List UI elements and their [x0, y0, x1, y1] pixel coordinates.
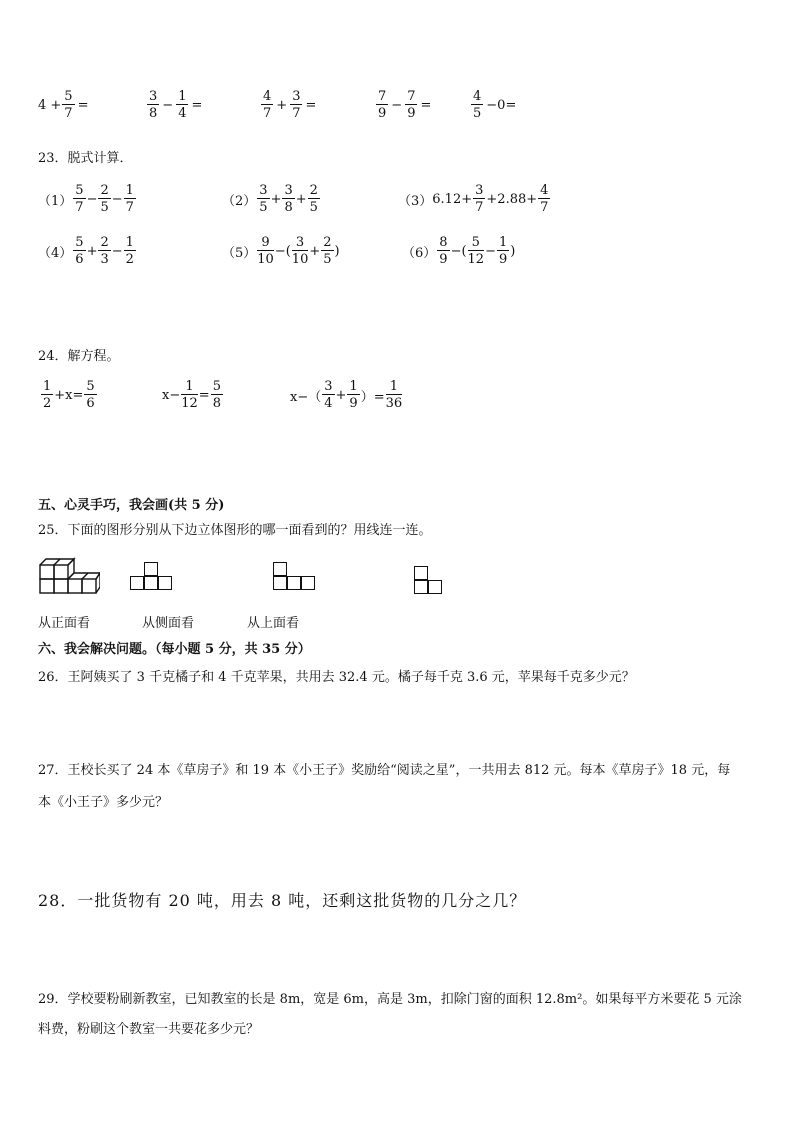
calc-4-7-plus-3-7: $\frac{4}{7}$ + $\frac{3}{7}$ = — [263, 89, 317, 121]
view-front-figure — [130, 562, 174, 596]
calc-3-8-minus-1-4: $\frac{3}{8}$ − $\frac{1}{4}$ = — [149, 89, 203, 121]
q24-equation-2: x− $\frac{1}{12}$ = $\frac{5}{8}$ — [162, 379, 221, 411]
q29-text-line2: 料费，粉刷这个教室一共要花多少元？ — [38, 1022, 260, 1037]
label-from-top: 从上面看 — [247, 616, 300, 631]
solid-figure — [38, 555, 100, 597]
fraction: $\frac{7}{9}$ — [407, 89, 416, 121]
expr-lead: 4 + — [38, 97, 62, 113]
q28-text: 28．一批货物有 20 吨，用去 8 吨，还剩这批货物的几分之几？ — [38, 891, 527, 910]
q23-title: 23．脱式计算． — [38, 151, 133, 166]
calc-7-9-minus-7-9: $\frac{7}{9}$ − $\frac{7}{9}$ = — [378, 89, 432, 121]
q27-text-line2: 本《小王子》多少元？ — [38, 795, 169, 810]
fraction: $\frac{1}{4}$ — [178, 89, 187, 121]
equals-sign: = — [77, 97, 89, 113]
view-side-figure — [273, 562, 321, 596]
fraction: $\frac{7}{9}$ — [378, 89, 387, 121]
q24-equation-1: $\frac{1}{2}$ +x= $\frac{5}{6}$ — [43, 379, 95, 411]
q23-problem-4: （4） $\frac{5}{6}$ + $\frac{2}{3}$ − $\frac{1}{2}$ — [38, 235, 134, 267]
fraction: $\frac{5}{7}$ — [64, 89, 73, 121]
q23-problem-2: （2） $\frac{3}{5}$ + $\frac{3}{8}$ + $\frac{2}{5}$ — [222, 183, 318, 215]
q25-text: 25．下面的图形分别从下边立体图形的哪一面看到的？用线连一连。 — [38, 523, 432, 538]
view-top-figure — [414, 566, 448, 600]
q29-text-line1: 29．学校要粉刷新教室，已知教室的长是 8m，宽是 6m，高是 3m，扣除门窗的面积 12.8m²。如果每平方米要花 5 元涂 — [38, 992, 742, 1007]
q23-problem-3: （3） 6.12+ $\frac{3}{7}$ +2.88+ $\frac{4}{7}$ — [398, 183, 549, 215]
q23-problem-5: （5） $\frac{9}{10}$ −( $\frac{3}{10}$ + $\frac{2}{5}$ ) — [222, 235, 340, 267]
section-6-heading: 六、我会解决问题。（每小题 5 分，共 35 分） — [38, 642, 311, 657]
q24-equation-3: x−（ $\frac{3}{4}$ + $\frac{1}{9}$ ）= $\frac{1}{36}$ — [290, 379, 403, 411]
label-from-front: 从正面看 — [38, 616, 91, 631]
fraction: $\frac{3}{7}$ — [292, 89, 301, 121]
label-from-side: 从侧面看 — [142, 616, 195, 631]
fraction: $\frac{4}{7}$ — [263, 89, 272, 121]
q24-title: 24．解方程。 — [38, 349, 120, 364]
q23-problem-1: （1） $\frac{5}{7}$ − $\frac{2}{5}$ − $\frac{1}{7}$ — [38, 183, 134, 215]
section-5-heading: 五、心灵手巧，我会画(共 5 分) — [38, 498, 225, 513]
q27-text-line1: 27．王校长买了 24 本《草房子》和 19 本《小王子》奖励给“阅读之星”，一共用去 812 元。每本《草房子》18 元，每 — [38, 763, 731, 778]
calc-4-5-minus-0: $\frac{4}{5}$ −0= — [473, 89, 517, 121]
fraction: $\frac{3}{8}$ — [149, 89, 158, 121]
calc-4-plus-5-7 — [38, 90, 90, 120]
q26-text: 26．王阿姨买了 3 千克橘子和 4 千克苹果，共用去 32.4 元。橘子每千克 3.6 元，苹果每千克多少元？ — [38, 670, 635, 685]
q23-problem-6: （6） $\frac{8}{9}$ −( $\frac{5}{12}$ − $\frac{1}{9}$ ) — [402, 235, 516, 267]
fraction: $\frac{4}{5}$ — [473, 89, 482, 121]
